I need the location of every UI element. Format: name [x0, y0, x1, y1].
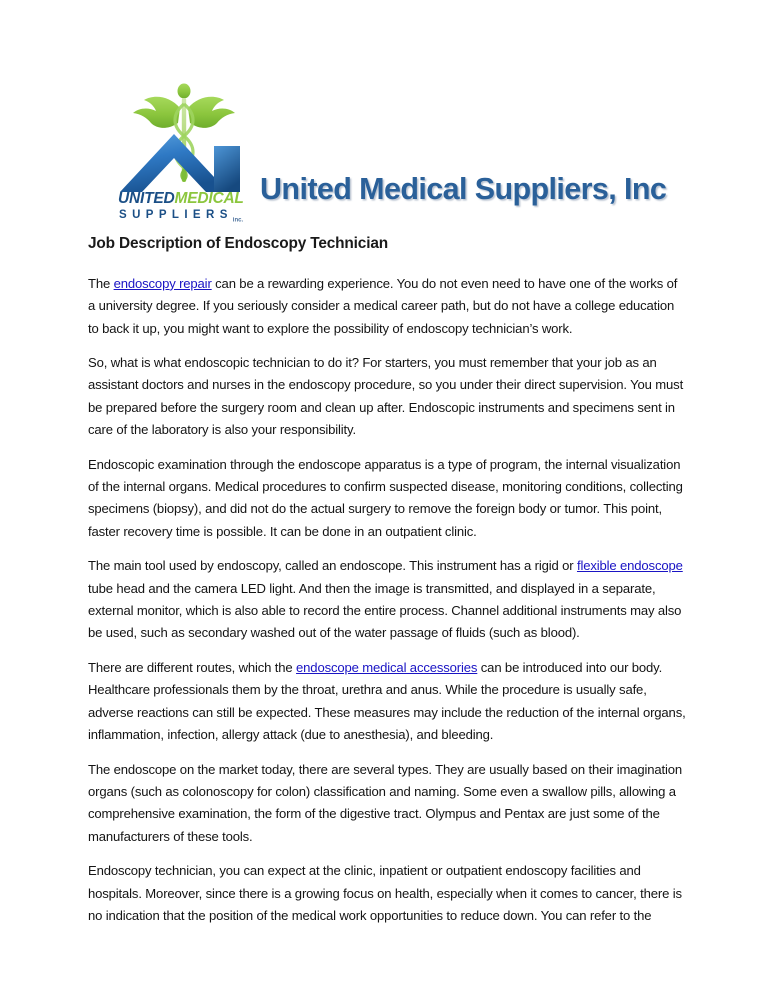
title-spacer: [88, 255, 686, 273]
text-p4-2: tube head and the camera LED light. And then the image is transmitted, and displayed in a separate, external monitor, which is also able to record the entire process. Channel additional instruments may also be used, such as secondary washed out of the water passage of fluids (such as blood).: [88, 580, 682, 641]
text-p2-0: So, what is what endoscopic technician to do it? For starters, you must remember that your job as an assistant doctors and nurses in the endoscopy procedure, so you under their direct supervision. You must be prepared before the surgery room and clean up after. Endoscopic instruments and specimens sent in care of the laboratory is also your responsibility.: [88, 355, 684, 438]
company-logo: [118, 80, 268, 230]
company-name-wordmark: United Medical Suppliers, Inc: [260, 172, 667, 206]
paragraph-spacer: [88, 543, 686, 555]
link-p4-1[interactable]: flexible endoscope: [576, 558, 683, 574]
paragraph-spacer: [88, 747, 686, 759]
paragraph-spacer: [88, 442, 686, 454]
link-p1-1[interactable]: endoscopy repair: [113, 275, 212, 291]
logo-word-suppliers-line: [119, 209, 279, 223]
logo-word-suppliers: SUPPLIERS: [119, 209, 233, 221]
paragraph-spacer: [88, 848, 686, 860]
logo-word-united: UNITED: [118, 190, 175, 207]
logo-wordline: [118, 190, 268, 208]
paragraph-p3: [88, 454, 686, 544]
text-p6-0: The endoscope on the market today, there are several types. They are usually based on their imagination organs (such as colonoscopy for colon) classification and naming. Some even a swallow pills, allowing a comprehensive examination, the form of the digestive tract. Olympus and Pentax are just some of the manufacturers of these tools.: [88, 761, 683, 844]
text-p3-0: Endoscopic examination through the endoscope apparatus is a type of program, the internal visualization of the internal organs. Medical procedures to confirm suspected disease, monitoring conditions, collecting specimens (biopsy), and did not do the actual surgery to remove the foreign body or tumor. This point, faster recovery time is possible. It can be done in an outpatient clinic.: [88, 456, 683, 539]
text-p7-0: Endoscopy technician, you can expect at the clinic, inpatient or outpatient endoscopy facilities and hospitals. Moreover, since there is a growing focus on health, especially when it comes to cancer, there is no indication that the position of the medical work opportunities to reduce down. You can refer to the: [88, 863, 682, 923]
logo-word-medical: MEDICAL: [174, 190, 244, 207]
roof-monogram-icon: [118, 132, 258, 194]
text-p5-2: can be introduced into our body. Healthcare professionals them by the throat, urethra and anus. While the procedure is usually safe, adverse reactions can still be expected. These measures may include the reduction of the internal organs, inflammation, infection, allergy attack (due to anesthesia), and bleeding.: [88, 659, 686, 743]
paragraph-p5: [88, 657, 686, 747]
text-p1-0: The: [88, 275, 114, 291]
paragraph-spacer: [88, 340, 686, 352]
paragraph-spacer: [88, 645, 686, 657]
paragraph-p2: [88, 352, 686, 442]
paragraph-p6: [88, 759, 686, 849]
paragraph-p7: [88, 860, 686, 927]
logo-word-inc: inc.: [232, 217, 244, 224]
paragraph-p4: [88, 555, 686, 645]
text-p4-0: The main tool used by endoscopy, called an endoscope. This instrument has a rigid or: [88, 558, 577, 574]
text-p1-2: can be a rewarding experience. You do not even need to have one of the works of a university degree. If you seriously consider a medical career path, but do not have a college education to back it up, you might want to explore the possibility of endoscopy technician’s work.: [88, 275, 678, 336]
document-body: [88, 76, 686, 927]
text-p5-0: There are different routes, which the: [88, 659, 297, 675]
paragraph-p1: [88, 273, 686, 340]
link-p5-1[interactable]: endoscope medical accessories: [296, 659, 478, 675]
paragraph-list: [88, 273, 686, 928]
page-title: Job Description of Endoscopy Technician: [88, 235, 389, 252]
letterhead: [88, 76, 686, 234]
